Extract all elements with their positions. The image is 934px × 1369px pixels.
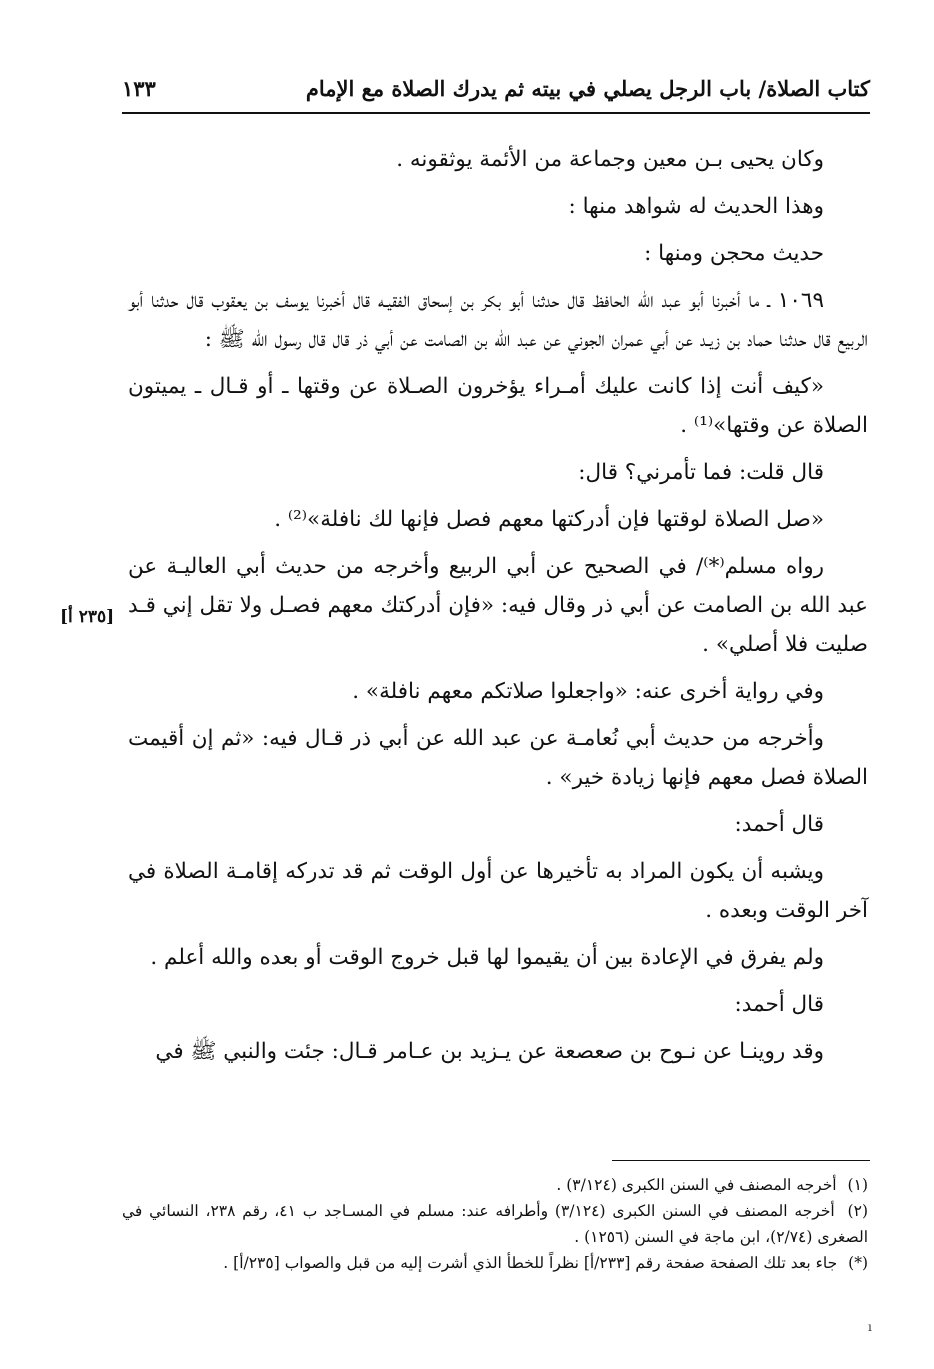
paragraph: حديث محجن ومنها :: [644, 241, 824, 266]
quote-paragraph: «صل الصلاة لوقتها فإن أدركتها معهم فصل فإنها لك نافلة»⁽²⁾ .: [274, 507, 824, 532]
running-header: [122, 68, 870, 108]
main-text: [128, 140, 868, 1079]
paragraph: وأخرجه من حديث أبي نُعامـة عن عبد الله عن أبي ذر قـال فيه: «ثم إن أقيمت الصلاة فصل معهم فإنها زيادة خير» .: [128, 726, 868, 790]
footnote-number: (١): [847, 1176, 868, 1194]
paragraph: وهذا الحديث له شواهد منها :: [568, 194, 824, 219]
footnote-number: (٢): [847, 1202, 868, 1220]
paragraph: ولم يفرق في الإعادة بين أن يقيموا لها قبل خروج الوقت أو بعده والله أعلم .: [150, 945, 824, 970]
paragraph: وكان يحيى بـن معين وجماعة من الأئمة يوثقونه .: [396, 147, 824, 172]
footnote: [122, 1250, 868, 1276]
paragraph: وفي رواية أخرى عنه: «واجعلوا صلاتكم معهم نافلة» .: [352, 679, 824, 704]
footnote: [122, 1172, 868, 1198]
paragraph: قال أحمد:: [734, 992, 824, 1017]
margin-folio-note: [٢٣٥ أ]: [60, 607, 115, 627]
footnote-text: جاء بعد تلك الصفحة صفحة رقم [٢٣٣/أ] نظراً للخطأ الذي أشرت إليه من قبل والصواب [٢٣٥/أ] .: [223, 1254, 838, 1272]
footnote: [122, 1198, 868, 1250]
footnote-text: أخرجه المصنف في السنن الكبرى (٣/١٢٤) وأطرافه عند: مسلم في المسـاجد ب ٤١، رقم ٢٣٨، النسائي في الصغرى (٢/٧٤)، ابن ماجة في السنن (١٢٥٦) .: [122, 1202, 868, 1246]
footnote-rule: [612, 1160, 870, 1161]
paragraph: رواه مسلم⁽*⁾/ في الصحيح عن أبي الربيع وأخرجه من حديث أبي العاليـة عن عبد الله بن الصامت عن أبي ذر وقال فيه: «فإن أدركتك معهم فصـل ولا تقل إني قـد صليت فلا أصلي» .: [128, 554, 868, 657]
paragraph: وقد روينـا عن نـوح بن صعصعة عن يـزيد بن عـامر قـال: جئت والنبي ﷺ في: [155, 1039, 824, 1064]
header-rule: [122, 112, 870, 114]
footnote-text: أخرجه المصنف في السنن الكبرى (٣/١٢٤) .: [556, 1176, 837, 1194]
paragraph: ويشبه أن يكون المراد به تأخيرها عن أول الوقت ثم قد تدركه إقامـة الصلاة في آخر الوقت وبعده .: [128, 859, 868, 923]
quote-paragraph: «كيف أنت إذا كانت عليك أمـراء يؤخرون الصـلاة عن وقتها ـ أو قـال ـ يميتون الصلاة عن وقتها»⁽¹⁾ .: [128, 374, 868, 438]
page-number: ١٣٣: [122, 75, 156, 101]
paragraph: قال قلت: فما تأمرني؟ قال:: [578, 460, 824, 485]
footnote-number: (*): [848, 1254, 868, 1272]
paragraph: قال أحمد:: [734, 812, 824, 837]
corner-mark: ı: [868, 1320, 872, 1334]
footnotes: [122, 1172, 868, 1276]
running-title: كتاب الصلاة/ باب الرجل يصلي في بيته ثم يدرك الصلاة مع الإمام: [305, 75, 870, 101]
hadith-paragraph: ١٠٦٩ ـ ما أخبرنا أبو عبد الله الحافظ قال حدثنا أبو بكر بن إسحاق الفقيـه قال أخبرنا يوسف بن يعقوب قال حدثنا أبو الربيع قال حدثنا حماد بن زيـد عن أبي عمران الجوني عن عبد الله بن الصامت عن أبي ذر قال قال رسول الله ﷺ :: [128, 288, 868, 352]
